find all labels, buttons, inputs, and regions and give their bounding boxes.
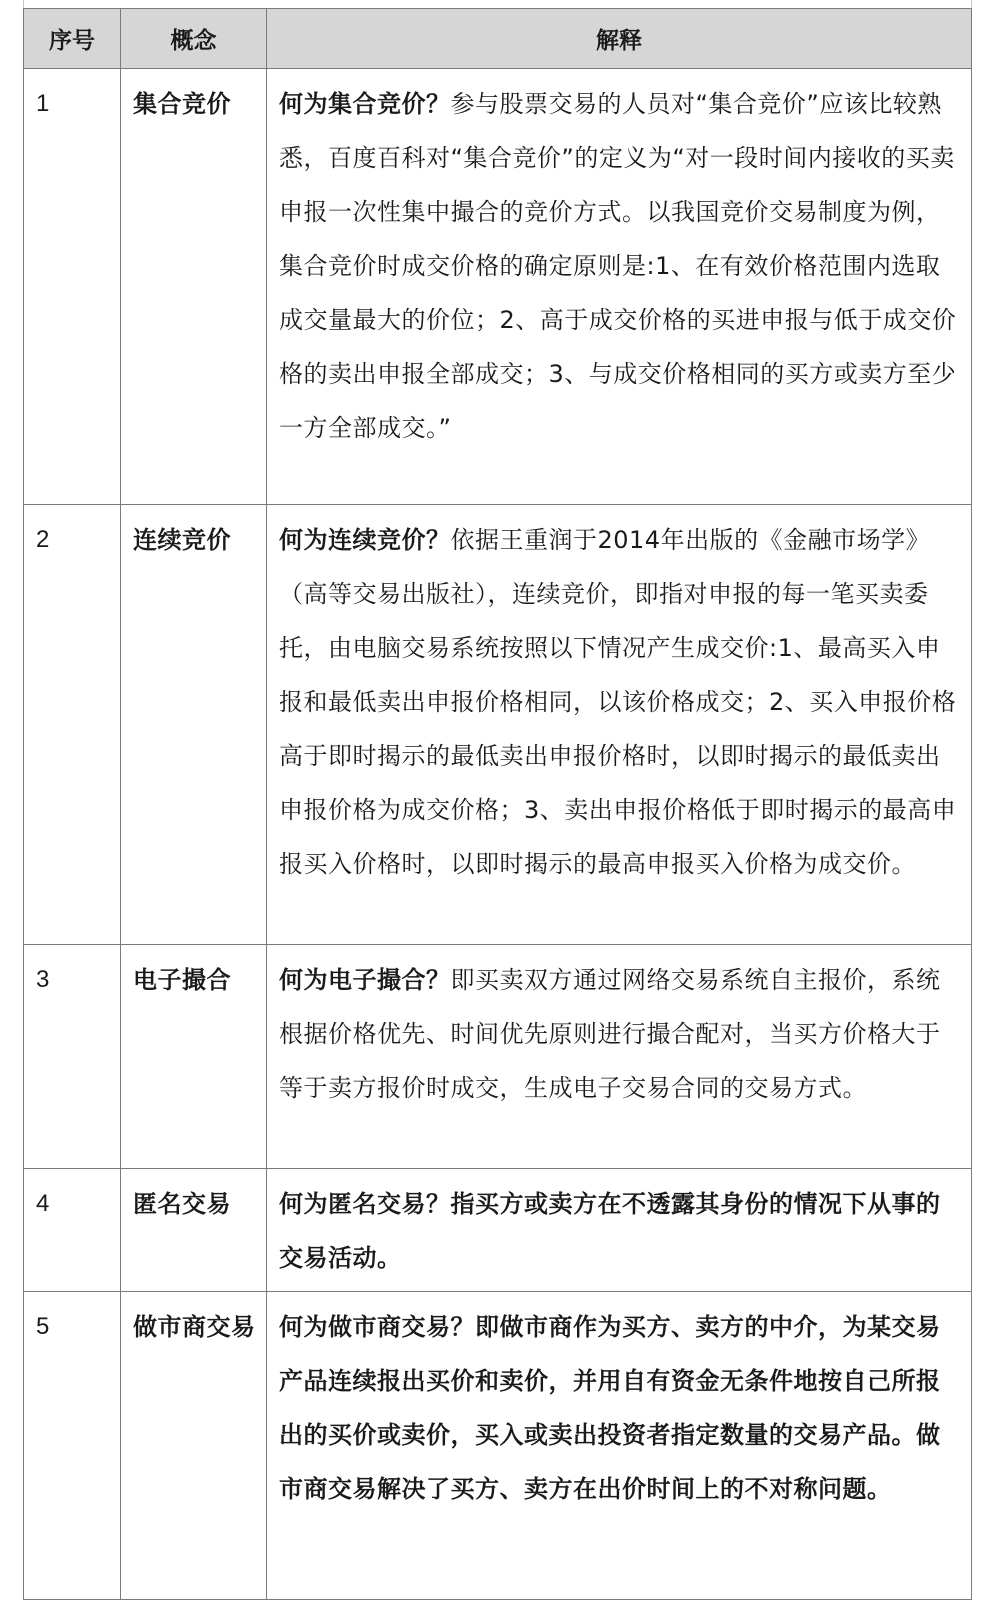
row-index: 3 [24, 945, 121, 1169]
header-explanation: 解释 [267, 9, 972, 69]
row-index: 1 [24, 69, 121, 505]
row-index: 5 [24, 1292, 121, 1600]
table-row [24, 69, 972, 505]
header-row [24, 9, 972, 69]
row-concept: 集合竞价 [121, 69, 267, 505]
row-index: 2 [24, 505, 121, 945]
explanation-text: 即买卖双方通过网络交易系统自主报价，系统根据价格优先、时间优先原则进行撮合配对，当买方价格大于等于卖方报价时成交，生成电子交易合同的交易方式。 [279, 966, 941, 1102]
table-body [24, 69, 972, 1600]
row-concept: 做市商交易 [121, 1292, 267, 1600]
explanation-text: 即做市商作为买方、卖方的中介，为某交易产品连续报出买价和卖价，并用自有资金无条件地按自己所报出的买价或卖价，买入或卖出投资者指定数量的交易产品。做市商交易解决了买方、卖方在出价时间上的不对称问题。 [279, 1313, 941, 1503]
explanation-lead: 何为做市商交易？ [279, 1313, 475, 1341]
right-frame-line [971, 0, 972, 8]
table-row [24, 1292, 972, 1600]
explanation-text: 参与股票交易的人员对“集合竞价”应该比较熟悉，百度百科对“集合竞价”的定义为“对一段时间内接收的买卖申报一次性集中撮合的竞价方式。以我国竞价交易制度为例，集合竞价时成交价格的确定原则是:1、在有效价格范围内选取成交量最大的价位；2、高于成交价格的买进申报与低于成交价格的卖出申报全部成交；3、与成交价格相同的买方或卖方至少一方全部成交。” [279, 90, 957, 442]
header-index: 序号 [24, 9, 121, 69]
explanation-lead: 何为匿名交易？ [279, 1190, 451, 1218]
explanation-lead: 何为集合竞价？ [279, 90, 451, 118]
explanation-text: 指买方或卖方在不透露其身份的情况下从事的交易活动。 [279, 1190, 941, 1272]
table-row [24, 1169, 972, 1292]
row-concept: 电子撮合 [121, 945, 267, 1169]
explanation-lead: 何为连续竞价？ [279, 526, 451, 554]
table-header [24, 9, 972, 69]
row-explanation [267, 1169, 972, 1292]
row-explanation [267, 505, 972, 945]
explanation-lead: 何为电子撮合？ [279, 966, 451, 994]
table-row [24, 505, 972, 945]
concept-table [23, 8, 972, 1600]
row-concept: 匿名交易 [121, 1169, 267, 1292]
row-concept: 连续竞价 [121, 505, 267, 945]
header-concept: 概念 [121, 9, 267, 69]
row-explanation [267, 945, 972, 1169]
table-row [24, 945, 972, 1169]
left-frame-line [23, 0, 24, 8]
explanation-text: 依据王重润于2014年出版的《金融市场学》（高等交易出版社），连续竞价，即指对申报的每一笔买卖委托，由电脑交易系统按照以下情况产生成交价:1、最高买入申报和最低卖出申报价格相同，以该价格成交；2、买入申报价格高于即时揭示的最低卖出申报价格时，以即时揭示的最低卖出申报价格为成交价格；3、卖出申报价格低于即时揭示的最高申报买入价格时，以即时揭示的最高申报买入价格为成交价。 [279, 526, 957, 878]
row-explanation [267, 69, 972, 505]
row-explanation [267, 1292, 972, 1600]
row-index: 4 [24, 1169, 121, 1292]
